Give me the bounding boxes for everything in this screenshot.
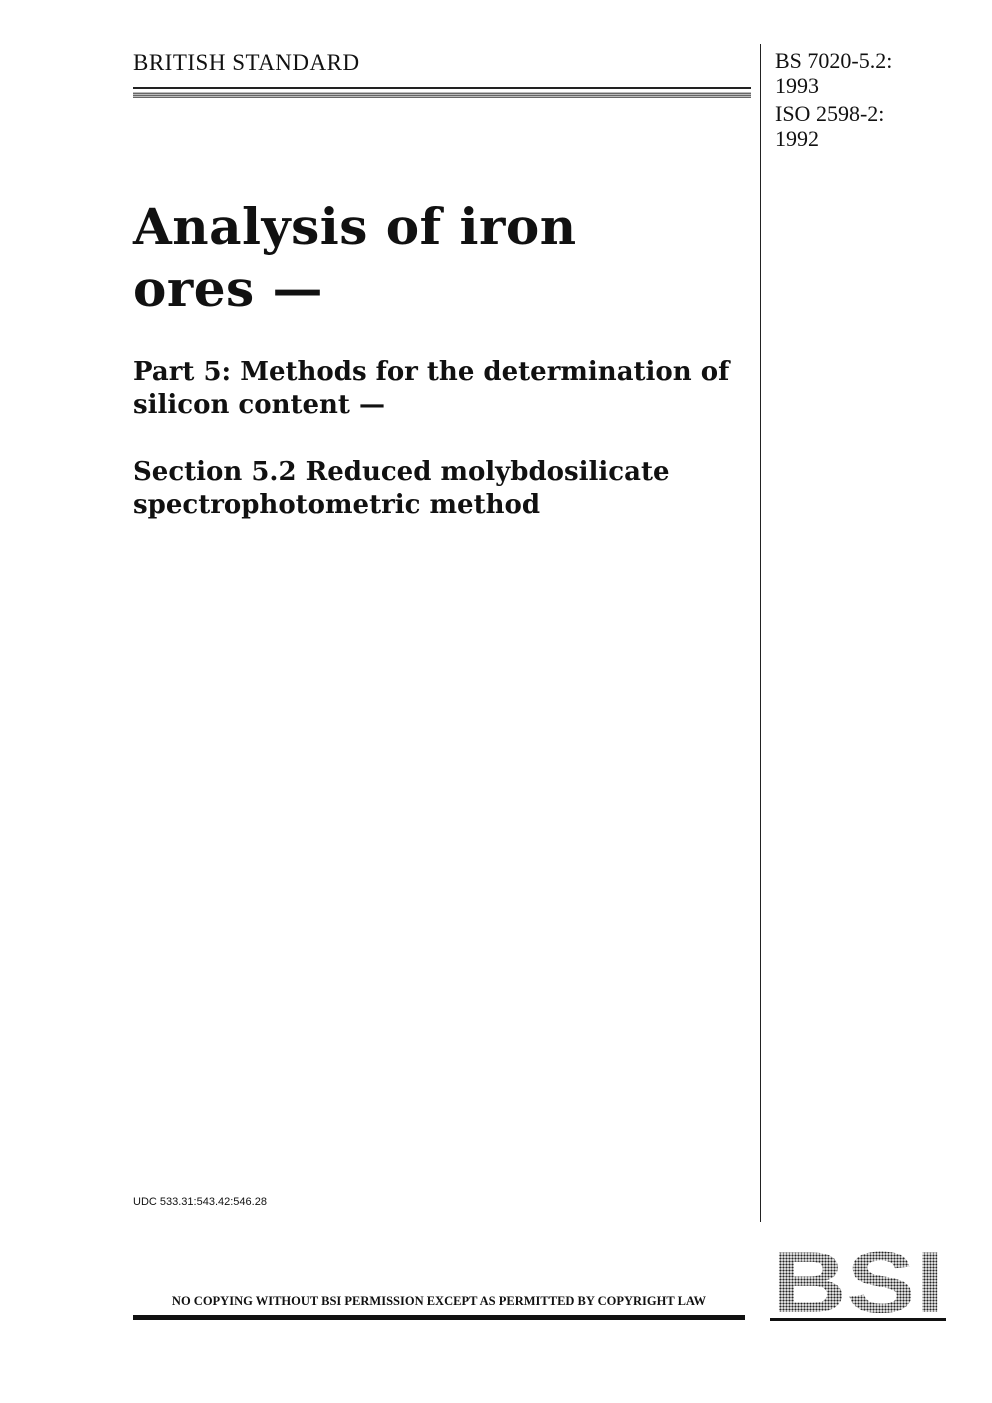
iso-number-line-2: 1992 (775, 126, 819, 151)
header-rule (133, 87, 751, 89)
copyright-notice: NO COPYING WITHOUT BSI PERMISSION EXCEPT AS PERMITTED BY COPYRIGHT LAW (171, 1294, 707, 1308)
title-line-1: Analysis of iron (133, 197, 577, 256)
part-title (133, 356, 753, 422)
bs-number-line-1: BS 7020-5.2: (775, 48, 893, 73)
bs-number-line-2: 1993 (775, 73, 819, 98)
footer-rule (133, 1315, 745, 1320)
header-shaded-rule (133, 92, 751, 98)
section-title-line-2: spectrophotometric method (133, 490, 541, 520)
document-title (133, 196, 693, 320)
title-line-2: ores — (133, 259, 324, 318)
vertical-divider (760, 44, 761, 1222)
section-title-line-1: Section 5.2 Reduced molybdosilicate (133, 457, 670, 487)
part-title-line-2: silicon content — (133, 390, 385, 420)
series-label: BRITISH STANDARD (133, 50, 360, 75)
iso-standard-number (775, 101, 945, 151)
section-title (133, 456, 753, 522)
bsi-logo (770, 1242, 946, 1322)
iso-number-line-1: ISO 2598-2: (775, 101, 885, 126)
udc-classification: UDC 533.31:543.42:546.28 (133, 1196, 267, 1208)
part-title-line-1: Part 5: Methods for the determination of (133, 357, 730, 387)
bs-standard-number (775, 48, 945, 98)
